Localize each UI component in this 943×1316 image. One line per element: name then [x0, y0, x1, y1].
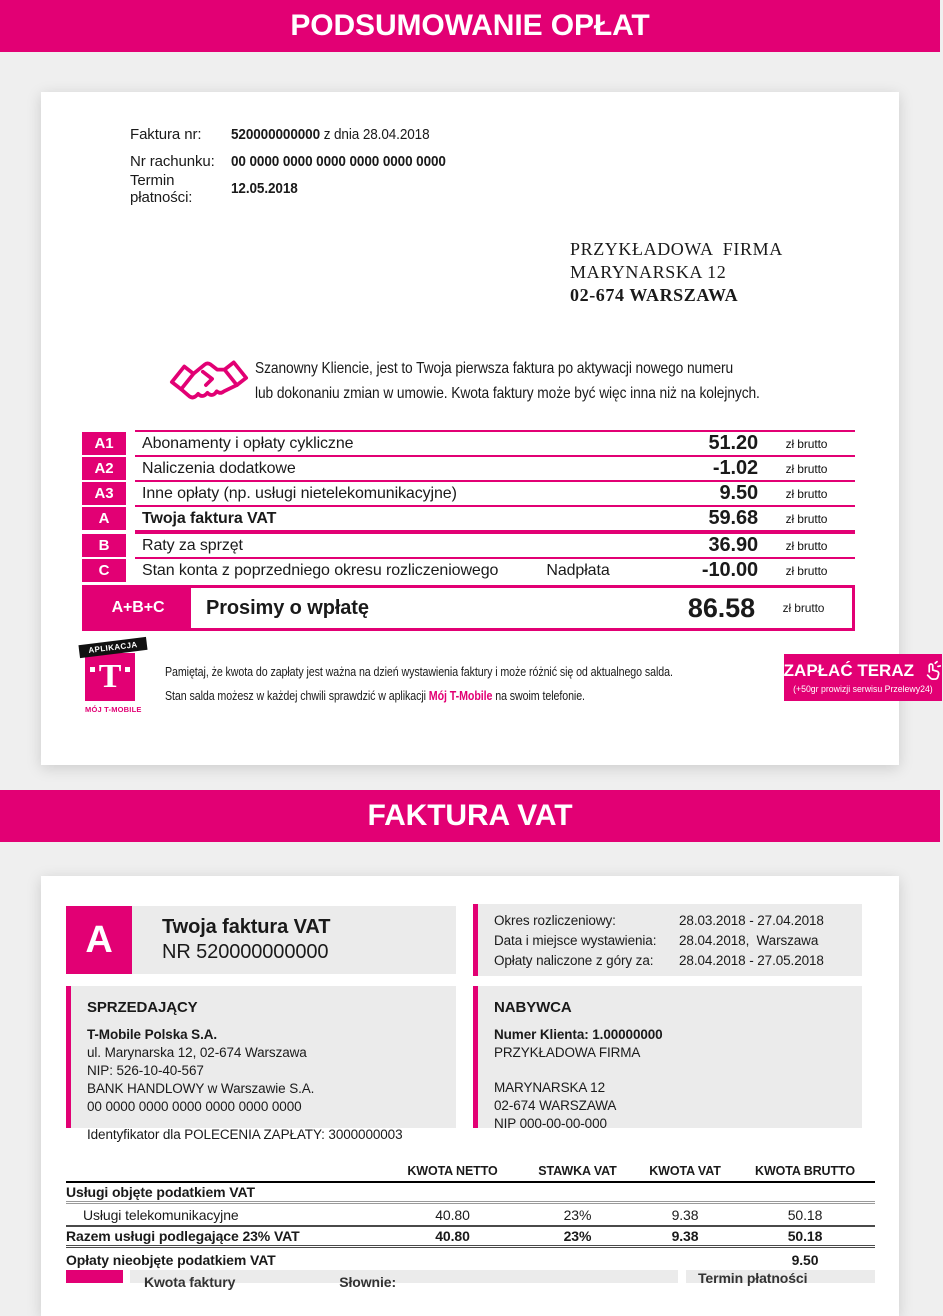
- charge-amount: 9.50: [719, 482, 758, 504]
- app-caption: MÓJ T-MOBILE: [85, 705, 142, 714]
- moj-tmobile-app-badge: [85, 640, 143, 714]
- seller-heading: SPRZEDAJĄCY: [87, 999, 198, 1016]
- account-number-value: 00 0000 0000 0000 0000 0000 0000: [231, 153, 446, 170]
- seller-name: T-Mobile Polska S.A.: [87, 1027, 218, 1042]
- charge-unit: zł brutto: [785, 436, 828, 451]
- pay-commission-note: (+50gr prowizji serwisu Przelewy24): [793, 684, 934, 695]
- amount-row-label: Kwota faktury: [144, 1274, 236, 1290]
- header-stawka-vat: STAWKA VAT: [538, 1164, 617, 1178]
- welcome-notice-line2: lub dokonaniu zmian w umowie. Kwota faktury może być więc inna niż na kolejnych.: [255, 385, 760, 402]
- charge-label: Inne opłaty (np. usługi nietelekomunikacyjne): [142, 484, 457, 502]
- invoice-banner-title: FAKTURA VAT: [367, 799, 573, 832]
- charge-label: Naliczenia dodatkowe: [142, 459, 296, 477]
- invoice-banner: [0, 790, 940, 842]
- pay-now-button[interactable]: [784, 654, 942, 701]
- invoice-amount-row-partial: [66, 1270, 875, 1290]
- header-kwota-brutto: KWOTA BRUTTO: [755, 1164, 855, 1178]
- meta-billing-period: Okres rozliczeniowy: 28.03.2018 - 27.04.2018: [494, 913, 824, 928]
- charge-code: A1: [82, 432, 126, 455]
- charge-unit: zł brutto: [785, 511, 828, 526]
- charge-row-c: [82, 557, 855, 582]
- invoice-number: NR 520000000000: [162, 941, 329, 963]
- summary-banner-title: PODSUMOWANIE OPŁAT: [290, 9, 650, 42]
- charge-label: Raty za sprzęt: [142, 536, 243, 554]
- charge-row-a: [82, 505, 855, 530]
- charge-code: C: [82, 559, 126, 582]
- amount-row-right-box: [686, 1270, 875, 1286]
- charge-code: A: [82, 507, 126, 530]
- invoice-title-box: [132, 906, 456, 974]
- reminder-line2: Stan salda możesz w każdej chwili sprawdzić w aplikacji Mój T-Mobile na swoim telefonie.: [165, 688, 585, 703]
- field-label: Faktura nr:: [130, 126, 202, 143]
- logo-letter: T: [98, 658, 122, 695]
- app-ribbon: APLIKACJA: [78, 637, 147, 658]
- vat-row-section: Usługi objęte podatkiem VAT: [66, 1183, 875, 1204]
- vat-table-header: [66, 1161, 875, 1183]
- charges-table: [82, 430, 855, 631]
- amount-words-label: Słownie:: [339, 1274, 397, 1290]
- charge-unit: zł brutto: [785, 538, 828, 553]
- charge-row-a2: [82, 455, 855, 480]
- field-label: Termin płatności:: [130, 171, 193, 206]
- seller-box: [66, 986, 456, 1142]
- total-label: Prosimy o wpłatę: [206, 596, 369, 619]
- charge-amount: 51.20: [708, 432, 758, 454]
- header-kwota-vat: KWOTA VAT: [649, 1164, 721, 1178]
- meta-prepaid-period: Opłaty naliczone z góry za: 28.04.2018 - 27.05.2018: [494, 953, 824, 968]
- pay-now-label: ZAPŁAĆ TERAZ: [783, 661, 914, 680]
- header-kwota-netto: KWOTA NETTO: [407, 1164, 498, 1178]
- recipient-street: MARYNARSKA 12: [570, 262, 727, 282]
- charge-label: Twoja faktura VAT: [142, 509, 277, 527]
- buyer-city: 02-674 WARSZAWA: [494, 1098, 617, 1113]
- charge-code: A2: [82, 457, 126, 480]
- total-amount: 86.58: [687, 592, 755, 623]
- app-payment-row: [85, 640, 934, 714]
- charge-amount: 36.90: [708, 534, 758, 556]
- charge-unit: zł brutto: [785, 563, 828, 578]
- payment-due-value: 12.05.2018: [231, 180, 298, 197]
- welcome-notice-line1: Szanowny Kliencie, jest to Twoja pierwsza faktura po aktywacji nowego numeru: [255, 360, 734, 377]
- tmobile-logo-icon: [85, 653, 135, 701]
- invoice-card: [41, 876, 899, 1316]
- total-unit: zł brutto: [782, 601, 825, 615]
- field-payment-due: [130, 171, 470, 206]
- charge-note: Nadpłata: [546, 561, 610, 579]
- charge-amount: 59.68: [708, 507, 758, 529]
- field-label: Nr rachunku:: [130, 153, 215, 170]
- charge-unit: zł brutto: [785, 461, 828, 476]
- logo-dot: [90, 667, 95, 672]
- charge-label: Abonamenty i opłaty cykliczne: [142, 434, 354, 452]
- moj-tmobile-link: Mój T-Mobile: [428, 688, 493, 703]
- invoice-meta-box: [473, 904, 862, 976]
- recipient-city: 02-674 WARSZAWA: [570, 285, 739, 305]
- charge-row-a1: [82, 430, 855, 455]
- charge-row-a3: [82, 480, 855, 505]
- invoice-date-suffix: z dnia 28.04.2018: [320, 126, 430, 143]
- charge-amount: -10.00: [701, 559, 758, 581]
- seller-address: ul. Marynarska 12, 02-674 Warszawa: [87, 1045, 307, 1060]
- reminder-line1: Pamiętaj, że kwota do zapłaty jest ważna na dzień wystawienia faktury i może różnić się od aktualnego salda.: [165, 664, 673, 679]
- vat-row-exempt: Opłaty nieobjęte podatkiem VAT 9.50: [66, 1251, 819, 1268]
- invoice-title: Twoja faktura VAT: [162, 916, 331, 938]
- seller-direct-debit-id: Identyfikator dla POLECENIA ZAPŁATY: 3000000003: [87, 1127, 403, 1142]
- seller-account: 00 0000 0000 0000 0000 0000 0000: [87, 1099, 302, 1114]
- recipient-address: [570, 238, 783, 307]
- amount-row-left-box: [130, 1270, 678, 1290]
- charge-label: Stan konta z poprzedniego okresu rozliczeniowego: [142, 561, 499, 579]
- buyer-nip: NIP 000-00-00-000: [494, 1116, 607, 1131]
- section-a-badge: A: [66, 906, 132, 974]
- total-code: A+B+C: [85, 588, 191, 628]
- handshake-icon: [167, 350, 251, 414]
- summary-banner: [0, 0, 940, 52]
- invoice-fields: [130, 121, 470, 206]
- charge-code: B: [82, 534, 126, 557]
- charge-row-b: [82, 530, 855, 557]
- buyer-name: PRZYKŁADOWA FIRMA: [494, 1045, 641, 1060]
- spacer: [494, 1062, 846, 1079]
- seller-nip: NIP: 526-10-40-567: [87, 1063, 204, 1078]
- vat-row-telecom: Usługi telekomunikacyjne 40.80 23% 9.38 50.18: [66, 1204, 875, 1227]
- welcome-notice: [255, 356, 760, 406]
- amount-row-code-box: [66, 1270, 123, 1283]
- seller-bank: BANK HANDLOWY w Warszawie S.A.: [87, 1081, 315, 1096]
- vat-table: [66, 1161, 875, 1271]
- meta-issue-date: Data i miejsce wystawienia: 28.04.2018, Warszawa: [494, 933, 819, 948]
- charge-unit: zł brutto: [785, 486, 828, 501]
- buyer-street: MARYNARSKA 12: [494, 1080, 605, 1095]
- field-invoice-number: [130, 121, 470, 148]
- balance-reminder: [165, 660, 784, 714]
- charge-amount: -1.02: [712, 457, 758, 479]
- invoice-number-value: 520000000000: [231, 126, 321, 143]
- due-date-label: Termin płatności: [698, 1270, 808, 1286]
- logo-dot: [125, 667, 130, 672]
- summary-card: [41, 92, 934, 765]
- charge-code: A3: [82, 482, 126, 505]
- recipient-name: PRZYKŁADOWA FIRMA: [570, 239, 783, 259]
- tap-hand-icon: [921, 660, 943, 682]
- buyer-box: [473, 986, 862, 1131]
- total-due-row: [82, 585, 855, 631]
- buyer-heading: NABYWCA: [494, 999, 572, 1016]
- buyer-client-number: Numer Klienta: 1.00000000: [494, 1027, 663, 1042]
- vat-row-total-23: Razem usługi podlegające 23% VAT 40.80 23% 9.38 50.18: [66, 1227, 875, 1248]
